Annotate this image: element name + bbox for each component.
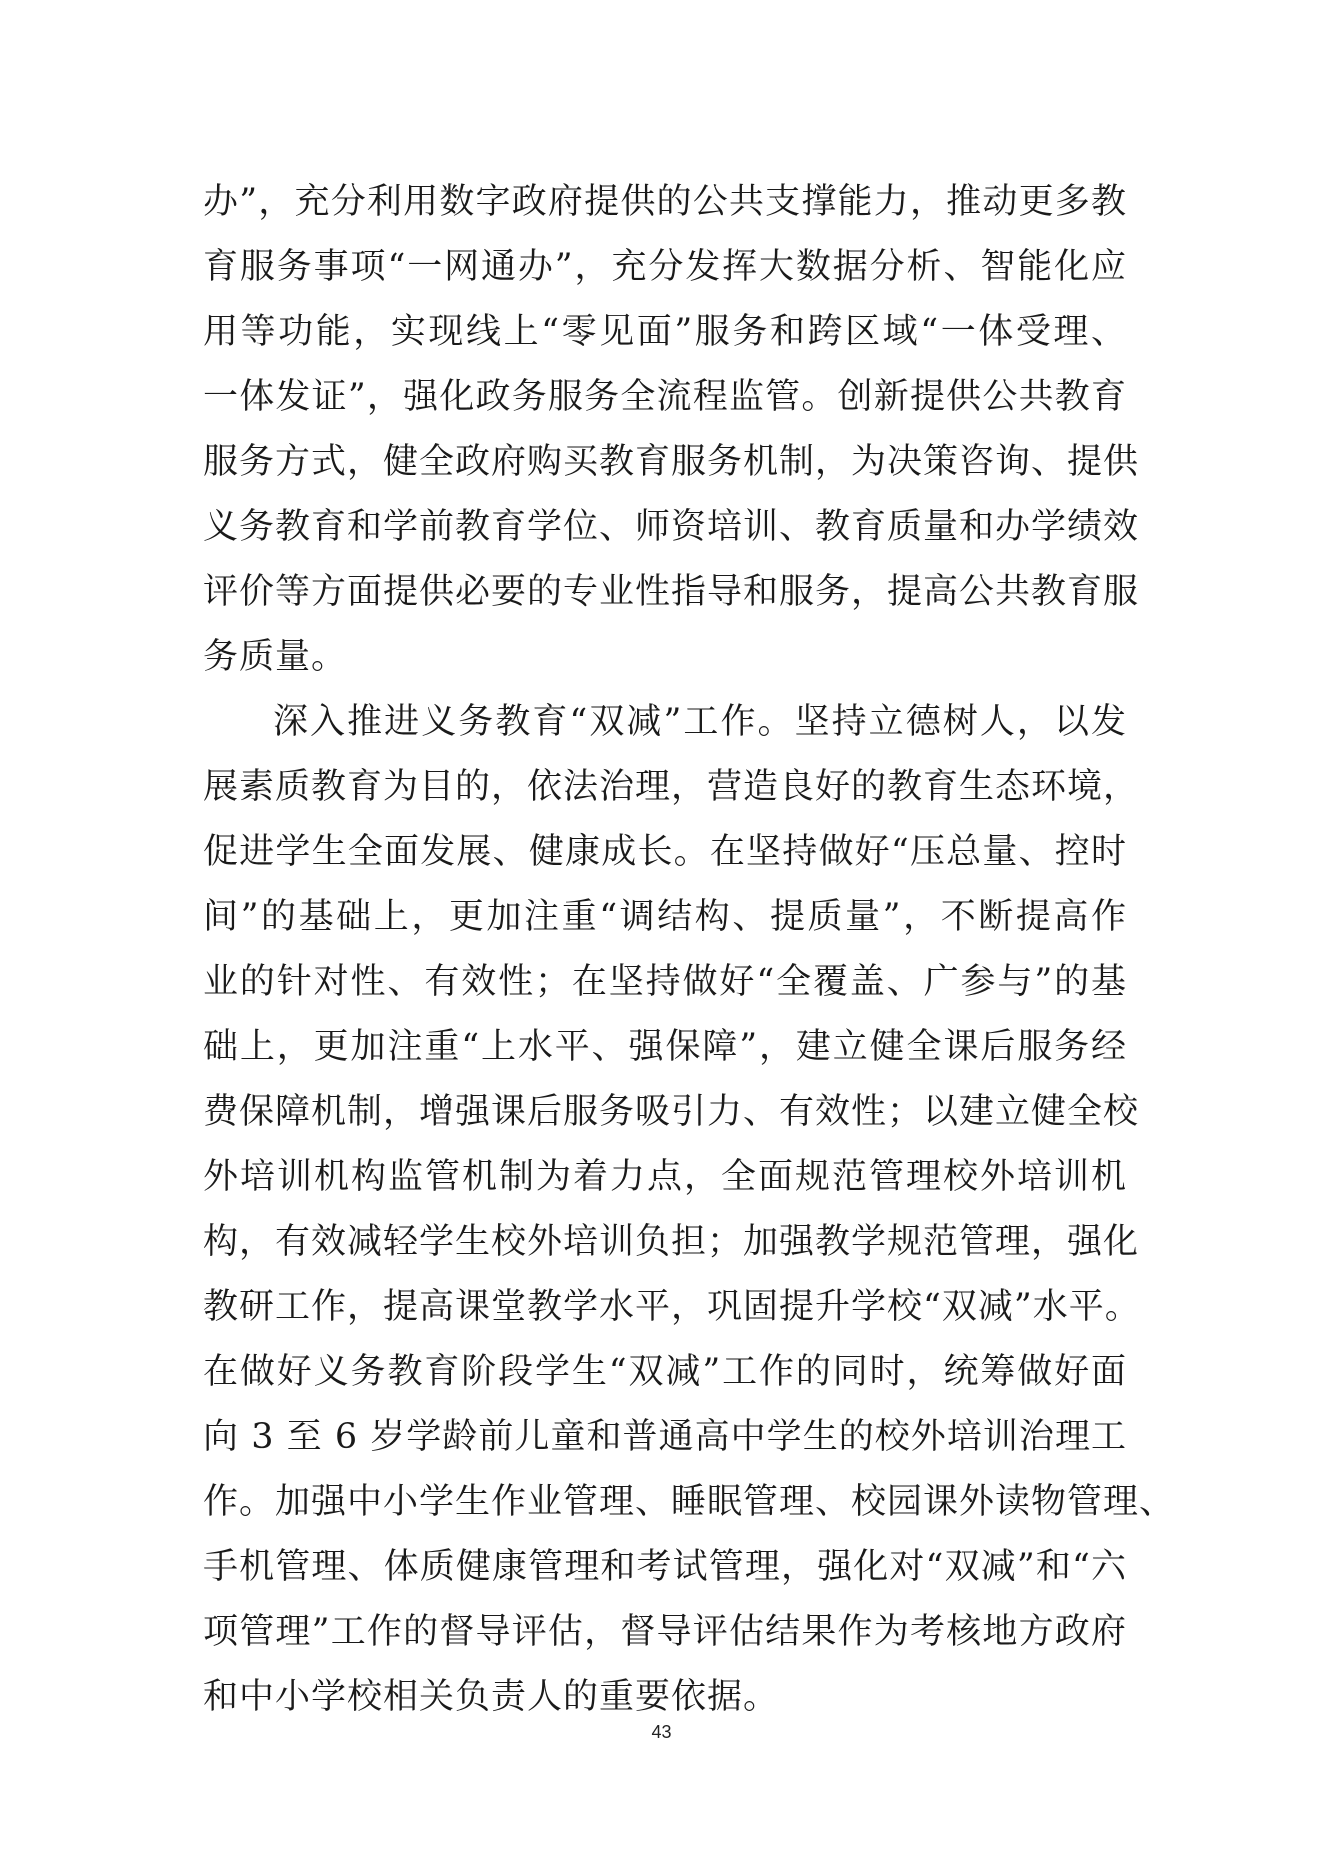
text-line: 服务方式，健全政府购买教育服务机制，为决策咨询、提供 [203,442,1140,482]
text-line: 向 3 至 6 岁学龄前儿童和普通高中学生的校外培训治理工 [203,1417,1127,1457]
text-line: 费保障机制，增强课后服务吸引力、有效性；以建立健全校 [203,1092,1140,1132]
page-number: 43 [651,1722,672,1742]
text-line: 展素质教育为目的，依法治理，营造良好的教育生态环境， [203,767,1140,807]
text-line: 教研工作，提高课堂教学水平，巩固提升学校“双减”水平。 [203,1287,1141,1327]
text-line: 一体发证”，强化政务服务全流程监管。创新提供公共教育 [203,377,1127,417]
text-line: 手机管理、体质健康管理和考试管理，强化对“双减”和“六 [203,1547,1127,1587]
text-line: 础上，更加注重“上水平、强保障”，建立健全课后服务经 [203,1027,1127,1067]
text-line: 间”的基础上，更加注重“调结构、提质量”，不断提高作 [203,897,1127,937]
text-line: 办”，充分利用数字政府提供的公共支撑能力，推动更多教 [203,182,1127,222]
paragraph-double-reduction [203,690,1176,1730]
text-line: 深入推进义务教育“双减”工作。坚持立德树人，以发 [273,702,1127,742]
text-line: 育服务事项“一网通办”，充分发挥大数据分析、智能化应 [203,247,1127,287]
text-line: 和中小学校相关负责人的重要依据。 [203,1677,780,1717]
text-line: 义务教育和学前教育学位、师资培训、教育质量和办学绩效 [203,507,1140,547]
paragraph-public-education-services [203,170,1140,690]
text-line: 促进学生全面发展、健康成长。在坚持做好“压总量、控时 [203,832,1127,872]
text-line: 评价等方面提供必要的专业性指导和服务，提高公共教育服 [203,572,1140,612]
text-line: 用等功能，实现线上“零见面”服务和跨区域“一体受理、 [203,312,1127,352]
text-line: 务质量。 [203,637,348,677]
text-line: 构，有效减轻学生校外培训负担；加强教学规范管理，强化 [203,1222,1140,1262]
body-text [203,170,1176,1730]
text-line: 业的针对性、有效性；在坚持做好“全覆盖、广参与”的基 [203,962,1127,1002]
text-line: 在做好义务教育阶段学生“双减”工作的同时，统筹做好面 [203,1352,1127,1392]
text-line: 作。加强中小学生作业管理、睡眠管理、校园课外读物管理、 [203,1482,1176,1522]
text-line: 项管理”工作的督导评估，督导评估结果作为考核地方政府 [203,1612,1127,1652]
text-line: 外培训机构监管机制为着力点，全面规范管理校外培训机 [203,1157,1127,1197]
